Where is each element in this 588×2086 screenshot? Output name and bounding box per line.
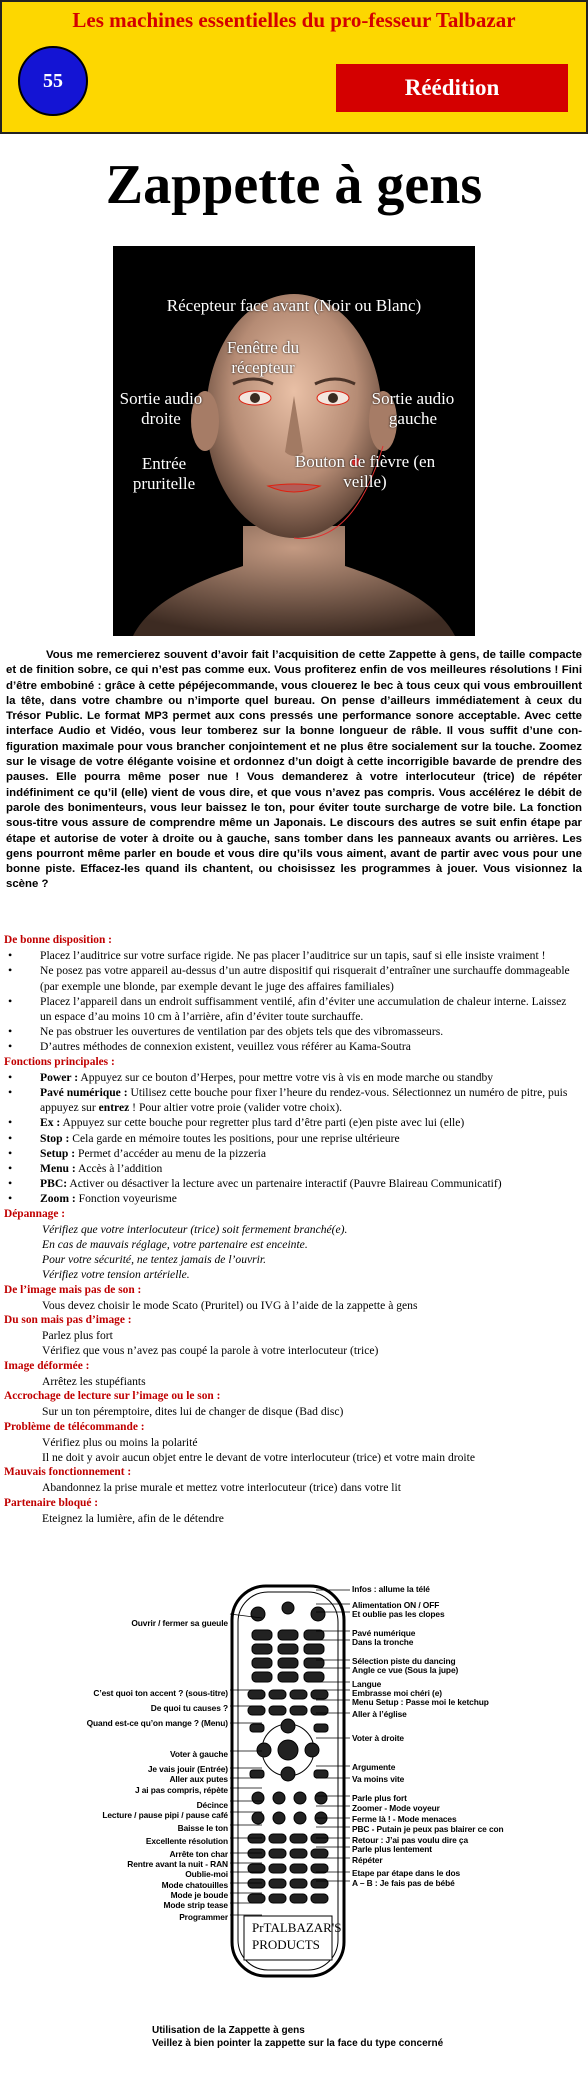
- remote-button: [282, 1602, 294, 1614]
- remote-button: [290, 1849, 307, 1858]
- remote-label-left: Voter à gauche: [169, 1749, 228, 1759]
- remote-label-left: J ai pas compris, répète: [134, 1785, 228, 1795]
- troubleshooting-line: Pour votre sécurité, ne tentez jamais de l’ouvrir.: [42, 1253, 266, 1267]
- remote-button: [269, 1706, 286, 1715]
- section-heading-no-image: Du son mais pas d’image :: [4, 1314, 132, 1327]
- remote-button: [252, 1672, 272, 1682]
- remote-button: [248, 1849, 265, 1858]
- remote-button: [304, 1658, 324, 1668]
- caption-line-1: Utilisation de la Zappette à gens: [152, 2025, 305, 2036]
- remote-label-left: C’est quoi ton accent ? (sous-titre): [93, 1688, 228, 1698]
- list-item: • D’autres méthodes de connexion existent, veuillez vous référer au Kama-Soutra: [4, 1039, 584, 1054]
- list-item: • Ne pas obstruer les ouvertures de ventilation par des objets tels que des vibromasseurs.: [4, 1024, 584, 1039]
- function-text: Utilisez cette bouche pour fixer l’heure du rendez-vous. Sélectionnez un numéro de pitre, puis appuyez sur: [40, 1086, 568, 1115]
- remote-label-left: Lecture / pause pipi / pause café: [102, 1810, 228, 1820]
- remote-button: [290, 1894, 307, 1903]
- remote-button: [314, 1724, 328, 1732]
- remote-label-right: Sélection piste du dancing: [352, 1656, 456, 1666]
- remote-label-right: Répéter: [352, 1855, 383, 1865]
- section-heading-no-sound: De l’image mais pas de son :: [4, 1283, 142, 1296]
- remote-button: [269, 1849, 286, 1858]
- section-line: Vérifiez plus ou moins la polarité: [42, 1435, 198, 1449]
- function-term: Zoom :: [40, 1192, 76, 1206]
- remote-button: [304, 1644, 324, 1654]
- remote-button: [252, 1658, 272, 1668]
- brand-line-1: PrTALBAZAR'S: [252, 1920, 342, 1935]
- remote-label-right: Aller à l’église: [352, 1709, 407, 1719]
- troubleshooting-line: Vérifiez que votre interlocuteur (trice) soit fermement branché(e).: [42, 1222, 348, 1236]
- remote-button: [250, 1724, 264, 1732]
- label-receiver-window: Fenêtre du récepteur: [226, 338, 300, 377]
- function-term: Menu :: [40, 1162, 76, 1176]
- intro-paragraph: Vous me remercierez souvent d’avoir fait l’acquisition de cette Zappette à gens, de taille compacte et de finition sobre, ce qui n’est pas comme eux. Vous profiterez enfin de vos meilleures résolutions ! Fini d’être embobiné : grâce à cette pépéjecommande, vous clouerez le bec à tous ceux qui vous embrouillent la tête, dans votre chambre ou n’importe quel bureau. On pense d’ailleurs immédiatement à ceux du Trésor Public. Le format MP3 permet aux cons pressés une performance sonore acceptable. Avec cette interface Audio et Vidéo, vous leur tomberez sur la bonne longueur de râble. Il vous suffit d’une con-figuration maximale pour vous brancher conjointement et ne plus être socialement sur la touche. Zoomez sur le visage de votre élégante voisine et ordonnez d’un doigt à cette incorrigible bavarde de prendre des pauses. Elle pourra même poser nue ! Vous demanderez à votre interlocuteur (trice) de répéter indéfiniment ce qu’il (elle) vient de vous dire, et que vous n’avez pas compris. Vous accélérez le débit de parole des bonimenteurs, vous leur baissez le ton, pour éviter toute surcharge de votre bile. La fonction sous-titre vous assure de comprendre même un Japonais. Le discours des autres se suit enfin étape par étape et autorise de voter à droite ou à gauche, sans tomber dans les panneaux avants ou arrières. Les gens pourront même parler en boude et vous dire qu’ils vous aiment, avant de partir avec vous pour une bonne piste. Effacez-les quand ils chantent, ou choisissez les programmes à jouer. Vous visionnez la scène ?: [6, 649, 582, 891]
- function-term: Ex :: [40, 1116, 61, 1130]
- remote-label-right: Etape par étape dans le dos: [352, 1868, 461, 1878]
- remote-label-right: Parle plus fort: [352, 1793, 407, 1803]
- remote-button: [269, 1879, 286, 1888]
- section-heading-troubleshooting: Dépannage :: [4, 1207, 66, 1220]
- list-item: • Placez l’appareil dans un endroit suffisamment ventilé, afin d’éviter une accumulation de chaleur interne. Laissez un espace d’au moins 10 cm à l’arrière, afin d’éviter toute surchauffe.: [4, 994, 584, 1024]
- remote-label-right: Va moins vite: [352, 1774, 405, 1784]
- remote-button: [248, 1690, 265, 1699]
- remote-button: [294, 1792, 306, 1804]
- troubleshooting-line: Vérifiez votre tension artérielle.: [42, 1268, 190, 1282]
- remote-diagram: [0, 1578, 588, 2018]
- remote-label-right: Alimentation ON / OFF: [352, 1600, 440, 1610]
- remote-label-left: Quand est-ce qu’on mange ? (Menu): [86, 1718, 228, 1728]
- label-input: Entrée pruritelle: [132, 454, 196, 493]
- function-text: Appuyez sur cette bouche pour regretter plus tard d’être parti (e)en piste avec lui (elle): [60, 1116, 465, 1130]
- remote-label-right: Embrasse moi chéri (e): [352, 1688, 442, 1698]
- section-line: Eteignez la lumière, afin de le détendre: [42, 1511, 224, 1525]
- remote-label-right: Langue: [352, 1679, 382, 1689]
- remote-label-right: A – B : Je fais pas de bébé: [352, 1878, 455, 1888]
- series-title: Les machines essentielles du pro-fesseur Talbazar: [72, 8, 516, 32]
- list-item: • Ne posez pas votre appareil au-dessus d’un autre dispositif qui risquerait d’entraîner une surchauffe dommageable (par exemple une blonde, par exemple devant le juge des affaires familiales): [4, 963, 584, 993]
- remote-label-right: Pavé numérique: [352, 1628, 416, 1638]
- remote-button: [304, 1630, 324, 1640]
- remote-button: [311, 1834, 328, 1843]
- remote-button: [290, 1864, 307, 1873]
- section-heading-disposition: De bonne disposition :: [4, 934, 112, 946]
- page-title: Zappette à gens: [105, 154, 483, 216]
- function-text: Permet d’accéder au menu de la pizzeria: [75, 1146, 266, 1160]
- label-audio-right: Sortie audio droite: [119, 389, 203, 428]
- remote-label-left: Mode chatouilles: [161, 1880, 228, 1890]
- remote-label-left: Rentre avant la nuit - RAN: [127, 1859, 228, 1869]
- remote-button: [252, 1630, 272, 1640]
- list-item: [4, 1146, 584, 1161]
- list-item: [4, 1070, 584, 1085]
- remote-label-right: Infos : allume la télé: [352, 1584, 430, 1594]
- remote-label-left: Ouvrir / fermer sa gueule: [131, 1618, 228, 1628]
- remote-label-right: PBC - Putain je peux pas bIairer ce con: [352, 1824, 504, 1834]
- remote-label-left: Je vais jouir (Entrée): [147, 1764, 228, 1774]
- remote-button: [311, 1879, 328, 1888]
- remote-label-right: Retour : J’ai pas voulu dire ça: [352, 1835, 469, 1845]
- remote-button: [311, 1607, 325, 1621]
- function-text: ! Pour altier votre proie (valider votre choix).: [129, 1101, 343, 1115]
- function-text: Activer ou désactiver la lecture avec un partenaire interactif (Pauvre Blaireau Communicatif): [67, 1177, 502, 1191]
- remote-button: [311, 1849, 328, 1858]
- remote-label-right: Angle ce vue (Sous la jupe): [352, 1665, 459, 1675]
- section-heading-catching: Accrochage de lecture sur l’image ou le son :: [4, 1390, 221, 1403]
- manual-sections: [4, 933, 584, 1526]
- disposition-list: [4, 948, 584, 1054]
- remote-label-left: Mode je boude: [170, 1890, 228, 1900]
- function-term: entrez: [98, 1101, 130, 1115]
- issue-number-badge: 55: [18, 46, 88, 116]
- list-item: [4, 1161, 584, 1176]
- remote-caption: [152, 2024, 443, 2050]
- remote-button: [281, 1719, 295, 1733]
- section-line: Abandonnez la prise murale et mettez votre interlocuteur (trice) dans votre lit: [42, 1481, 401, 1495]
- remote-button: [269, 1864, 286, 1873]
- label-fever-button: Bouton de fièvre (en veille): [294, 452, 436, 491]
- remote-button: [248, 1706, 265, 1715]
- remote-label-right: Voter à droite: [352, 1733, 404, 1743]
- remote-label-left: Oublie-moi: [185, 1869, 228, 1879]
- remote-button: [290, 1706, 307, 1715]
- label-audio-left: Sortie audio gauche: [371, 389, 455, 428]
- function-text: Fonction voyeurisme: [75, 1192, 177, 1206]
- remote-button: [305, 1743, 319, 1757]
- remote-label-right: Dans la tronche: [352, 1637, 414, 1647]
- remote-label-left: Mode strip tease: [163, 1900, 228, 1910]
- remote-button: [315, 1792, 327, 1804]
- section-line: Parlez plus fort: [42, 1329, 113, 1343]
- brand-line-2: PRODUCTS: [252, 1937, 320, 1952]
- remote-label-left: Décince: [196, 1800, 228, 1810]
- remote-button: [250, 1770, 264, 1778]
- remote-button: [311, 1706, 328, 1715]
- remote-button: [273, 1812, 285, 1824]
- list-item: • Placez l’auditrice sur votre surface rigide. Ne pas placer l’auditrice sur un tapis, sauf si elle insiste vraiment !: [4, 948, 584, 963]
- remote-button: [248, 1879, 265, 1888]
- function-text: Appuyez sur ce bouton d’Herpes, pour mettre votre vis à vis en mode marche ou standby: [78, 1070, 494, 1084]
- function-term: Power :: [40, 1070, 79, 1084]
- remote-button: [248, 1894, 265, 1903]
- remote-button: [278, 1658, 298, 1668]
- remote-button: [269, 1690, 286, 1699]
- list-item: [4, 1085, 584, 1115]
- remote-button: [278, 1630, 298, 1640]
- remote-label-left: Aller aux putes: [169, 1774, 228, 1784]
- remote-button: [311, 1894, 328, 1903]
- caption-line-2: Veillez à bien pointer la zappette sur la face du type concerné: [152, 2038, 444, 2049]
- remote-button: [294, 1812, 306, 1824]
- section-line: Il ne doit y avoir aucun objet entre le devant de votre interlocuteur (trice) et votre main droite: [42, 1450, 475, 1464]
- function-term: PBC:: [40, 1177, 68, 1191]
- remote-button: [273, 1792, 285, 1804]
- remote-label-right: Et oublie pas les clopes: [352, 1609, 445, 1619]
- remote-label-right: Parle plus lentement: [352, 1844, 432, 1854]
- remote-button: [281, 1767, 295, 1781]
- remote-label-right: Zoomer - Mode voyeur: [352, 1803, 440, 1813]
- remote-button: [251, 1607, 265, 1621]
- remote-button: [252, 1644, 272, 1654]
- remote-button: [257, 1743, 271, 1757]
- edition-badge: Réédition: [336, 64, 568, 112]
- section-heading-blocked: Partenaire bloqué :: [4, 1496, 99, 1509]
- remote-label-right: Ferme là ! - Mode menaces: [352, 1814, 457, 1824]
- section-line: Vérifiez que vous n’avez pas coupé la parole à votre interlocuteur (trice): [42, 1344, 379, 1358]
- header-banner: [0, 0, 588, 134]
- remote-label-left: Baisse le ton: [177, 1823, 228, 1833]
- remote-button: [278, 1740, 298, 1760]
- remote-button: [278, 1672, 298, 1682]
- list-item: [4, 1191, 584, 1206]
- remote-label-left: Arrête ton char: [169, 1849, 228, 1859]
- remote-button: [278, 1644, 298, 1654]
- function-term: Stop :: [40, 1131, 70, 1145]
- section-heading-remote-problem: Problème de télécommande :: [4, 1420, 145, 1433]
- head-illustration: [113, 246, 475, 636]
- remote-label-right: Argumente: [352, 1762, 396, 1772]
- function-text: Cela garde en mémoire toutes les positions, pour une reprise ultérieure: [69, 1131, 400, 1145]
- remote-button: [248, 1834, 265, 1843]
- list-item: [4, 1176, 584, 1191]
- label-front-receiver: Récepteur face avant (Noir ou Blanc): [166, 296, 422, 315]
- list-item: [4, 1115, 584, 1130]
- remote-button: [290, 1879, 307, 1888]
- remote-button: [311, 1690, 328, 1699]
- section-line: Sur un ton péremptoire, dites lui de changer de disque (Bad disc): [42, 1405, 344, 1419]
- functions-list: [4, 1070, 584, 1207]
- remote-label-left: Excellente résolution: [145, 1836, 228, 1846]
- remote-label-right: Menu Setup : Passe moi le ketchup: [352, 1697, 489, 1707]
- remote-label-left: Programmer: [179, 1912, 228, 1922]
- list-item: [4, 1131, 584, 1146]
- remote-button: [269, 1834, 286, 1843]
- section-heading-distorted: Image déformée :: [4, 1359, 90, 1372]
- remote-button: [290, 1690, 307, 1699]
- section-line: Arrêtez les stupéfiants: [42, 1374, 146, 1388]
- function-term: Setup :: [40, 1146, 76, 1160]
- remote-button: [304, 1672, 324, 1682]
- function-text: Accès à l’addition: [75, 1162, 163, 1176]
- section-line: Vous devez choisir le mode Scato (Pruritel) ou IVG à l’aide de la zappette à gens: [42, 1298, 418, 1312]
- remote-button: [290, 1834, 307, 1843]
- remote-button: [252, 1792, 264, 1804]
- remote-button: [252, 1812, 264, 1824]
- section-heading-functions: Fonctions principales :: [4, 1055, 115, 1068]
- section-heading-malfunction: Mauvais fonctionnement :: [4, 1466, 132, 1479]
- remote-button: [314, 1770, 328, 1778]
- remote-button: [269, 1894, 286, 1903]
- troubleshooting-line: En cas de mauvais réglage, votre partenaire est enceinte.: [42, 1238, 308, 1252]
- remote-label-left: De quoi tu causes ?: [150, 1703, 228, 1713]
- function-term: Pavé numérique :: [40, 1086, 128, 1100]
